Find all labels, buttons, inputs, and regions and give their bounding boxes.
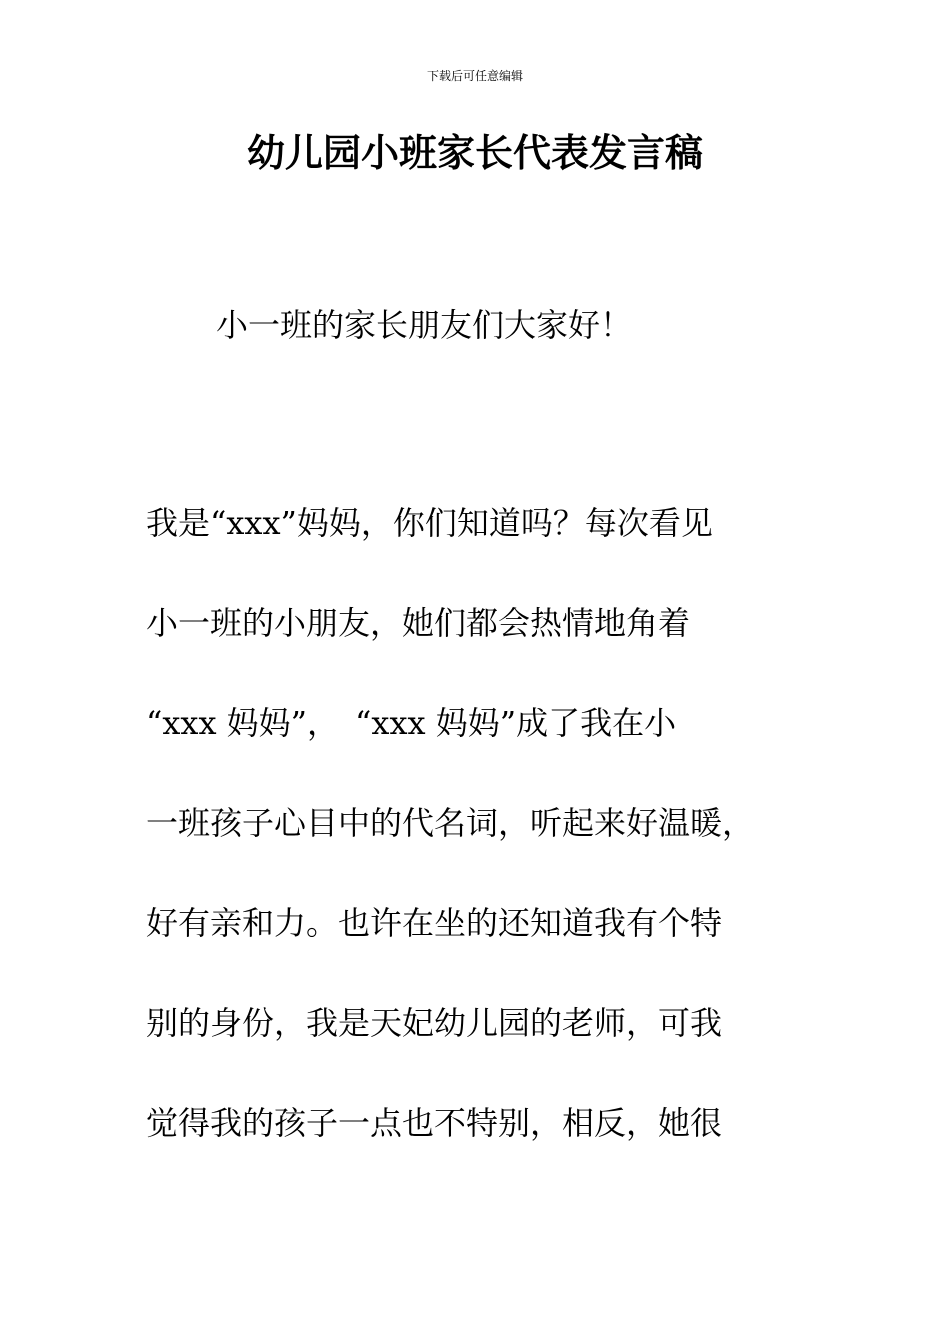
body-text: [146, 500, 826, 1200]
body-line: 好有亲和力。也许在坐的还知道我有个特: [146, 904, 723, 942]
document-title: 幼儿园小班家长代表发言稿: [246, 131, 703, 175]
body-line: 别的身份，我是天妃幼儿园的老师，可我: [146, 1004, 723, 1042]
body-line: 觉得我的孩子一点也不特别，相反，她很: [146, 1104, 723, 1142]
greeting-line: 小一班的家长朋友们大家好！: [216, 306, 633, 344]
header-note: 下载后可任意编辑: [426, 69, 523, 83]
body-line: 一班孩子心目中的代名词，听起来好温暖，: [146, 804, 755, 842]
body-line: 我是“xxx”妈妈，你们知道吗？每次看见: [146, 504, 713, 542]
body-line: “xxx 妈妈”， “xxx 妈妈”成了我在小: [146, 704, 677, 742]
body-line: 小一班的小朋友，她们都会热情地角着: [146, 604, 691, 642]
